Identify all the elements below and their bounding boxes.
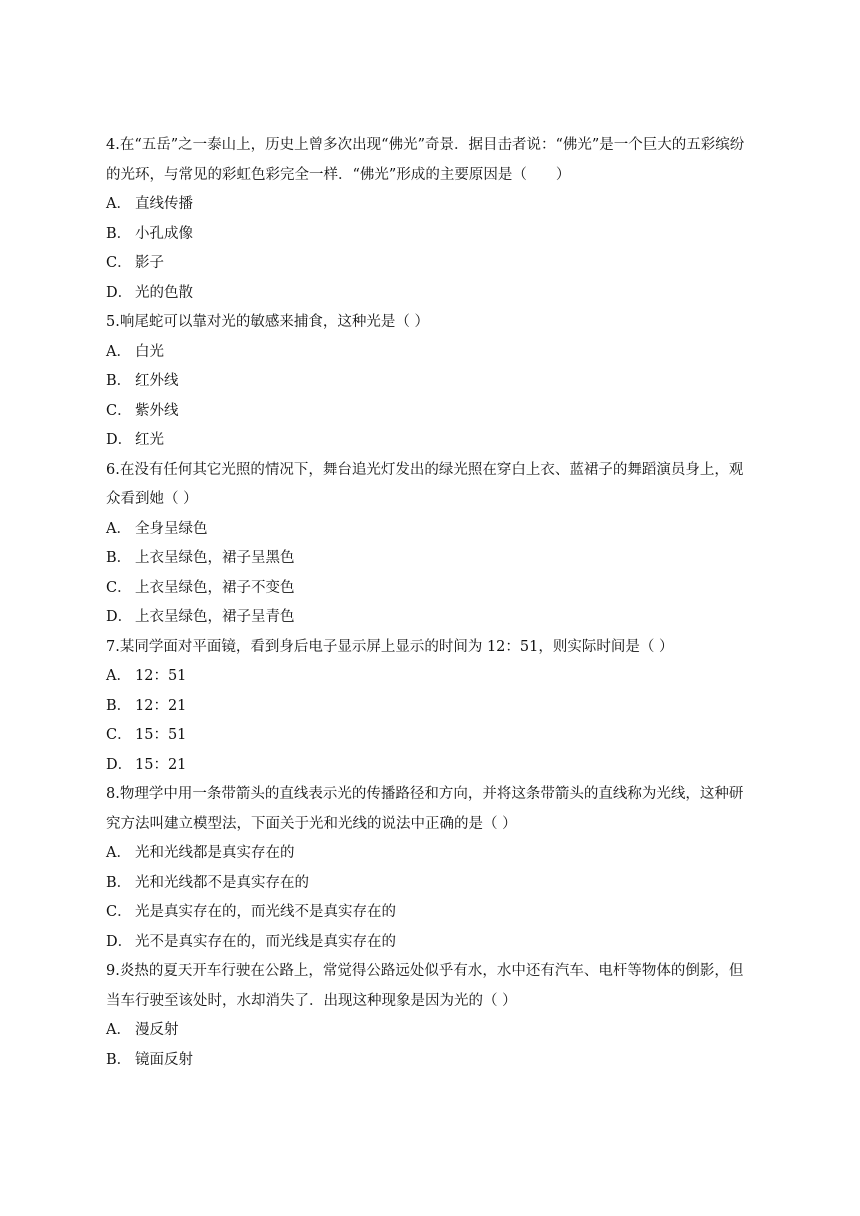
option-text: 漫反射	[135, 1022, 179, 1038]
option-c	[106, 249, 756, 279]
question-6	[106, 456, 756, 633]
option-text: 15：51	[135, 727, 187, 743]
option-d	[106, 603, 756, 633]
question-4	[106, 131, 756, 308]
question-9	[106, 957, 756, 1075]
option-text: 全身呈绿色	[135, 520, 208, 537]
option-letter: B．	[106, 225, 132, 242]
option-c	[106, 898, 756, 928]
option-a	[106, 839, 756, 869]
question-stem: 4.在“五岳”之一泰山上，历史上曾多次出现“佛光”奇景．据目击者说：“佛光”是一个巨大的五彩缤纷的光环，与常见的彩虹色彩完全一样．“佛光”形成的主要原因是（ ）	[106, 137, 745, 183]
question-stem: 5.响尾蛇可以靠对光的敏感来捕食，这种光是（ ）	[106, 314, 429, 330]
option-text: 直线传播	[135, 196, 193, 212]
option-letter: C．	[106, 402, 132, 419]
option-text: 光不是真实存在的，而光线是真实存在的	[135, 933, 396, 950]
question-5	[106, 308, 756, 456]
option-letter: D．	[106, 756, 133, 773]
option-letter: B．	[106, 874, 132, 891]
option-text: 上衣呈绿色，裙子呈黑色	[135, 550, 295, 566]
option-text: 15：21	[135, 756, 187, 773]
option-letter: D．	[106, 609, 133, 625]
option-text: 光是真实存在的，而光线不是真实存在的	[135, 904, 396, 920]
option-text: 小孔成像	[135, 225, 193, 242]
option-a	[106, 1016, 756, 1046]
option-b	[106, 367, 756, 397]
option-letter: A．	[106, 845, 131, 861]
question-list	[106, 131, 756, 1075]
option-d	[106, 751, 756, 781]
option-b	[106, 544, 756, 574]
option-letter: A．	[106, 520, 131, 537]
option-letter: B．	[106, 373, 132, 389]
option-text: 光的色散	[135, 284, 193, 301]
option-text: 镜面反射	[135, 1051, 193, 1068]
option-b	[106, 1046, 756, 1076]
option-d	[106, 426, 756, 456]
question-stem: 9.炎热的夏天开车行驶在公路上，常觉得公路远处似乎有水，水中还有汽车、电杆等物体的倒影，但当车行驶至该处时，水却消失了．出现这种现象是因为光的（ ）	[106, 963, 744, 1009]
option-letter: C．	[106, 255, 132, 271]
option-text: 12：21	[135, 697, 187, 714]
option-letter: A．	[106, 668, 131, 684]
question-stem: 7.某同学面对平面镜，看到身后电子显示屏上显示的时间为 12：51，则实际时间是（ ）	[106, 638, 674, 655]
option-a	[106, 662, 756, 692]
option-d	[106, 279, 756, 309]
option-c	[106, 574, 756, 604]
option-letter: D．	[106, 432, 133, 448]
option-letter: B．	[106, 1051, 132, 1068]
option-d	[106, 928, 756, 958]
option-letter: A．	[106, 196, 131, 212]
option-letter: C．	[106, 904, 132, 920]
option-letter: A．	[106, 1022, 131, 1038]
option-text: 上衣呈绿色，裙子不变色	[135, 579, 295, 596]
option-letter: D．	[106, 284, 133, 301]
option-text: 红光	[135, 432, 164, 448]
option-c	[106, 721, 756, 751]
option-text: 上衣呈绿色，裙子呈青色	[135, 609, 295, 625]
question-7	[106, 633, 756, 781]
option-letter: D．	[106, 933, 133, 950]
question-8	[106, 780, 756, 957]
option-a	[106, 190, 756, 220]
option-text: 光和光线都不是真实存在的	[135, 874, 309, 891]
option-letter: B．	[106, 697, 132, 714]
option-text: 紫外线	[135, 402, 179, 419]
option-letter: B．	[106, 550, 132, 566]
option-b	[106, 692, 756, 722]
option-text: 光和光线都是真实存在的	[135, 845, 295, 861]
option-text: 红外线	[135, 373, 179, 389]
option-a	[106, 515, 756, 545]
option-c	[106, 397, 756, 427]
option-text: 影子	[135, 255, 164, 271]
option-b	[106, 220, 756, 250]
option-b	[106, 869, 756, 899]
option-letter: A．	[106, 343, 131, 360]
option-text: 12：51	[135, 668, 187, 684]
option-a	[106, 338, 756, 368]
option-letter: C．	[106, 579, 132, 596]
option-letter: C．	[106, 727, 132, 743]
question-stem: 8.物理学中用一条带箭头的直线表示光的传播路径和方向，并将这条带箭头的直线称为光线，这种研究方法叫建立模型法，下面关于光和光线的说法中正确的是（ ）	[106, 786, 744, 832]
question-stem: 6.在没有任何其它光照的情况下，舞台追光灯发出的绿光照在穿白上衣、蓝裙子的舞蹈演员身上，观众看到她（ ）	[106, 461, 744, 507]
option-text: 白光	[135, 343, 164, 360]
